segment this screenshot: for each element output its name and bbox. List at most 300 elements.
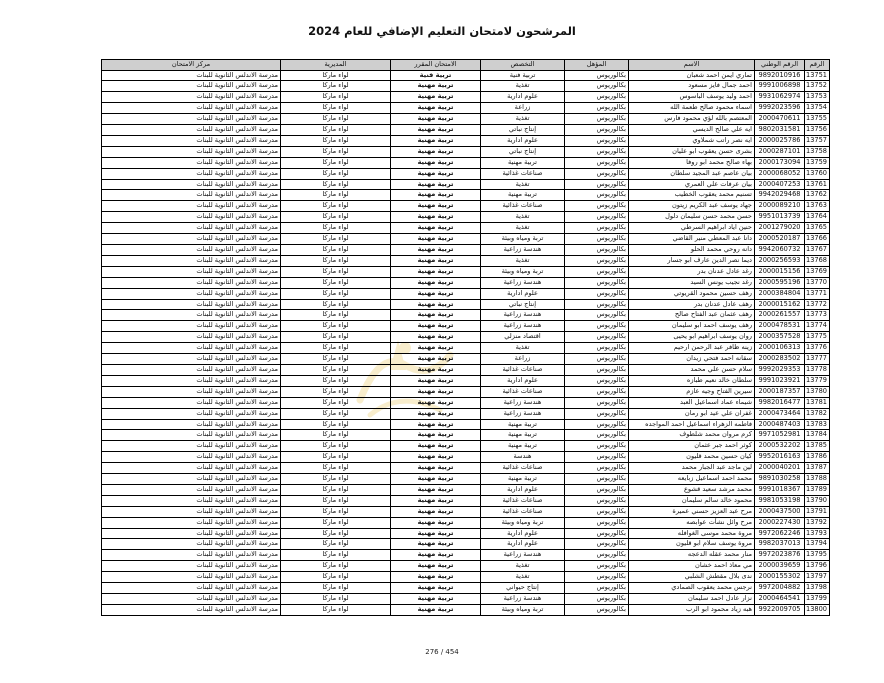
scheduled-exam: تربية مهنية: [391, 550, 481, 561]
specialization: تربة ومياه وبيئة: [481, 234, 565, 245]
qualification: بكالوريوس: [565, 92, 629, 103]
scheduled-exam: تربية مهنية: [391, 604, 481, 615]
directorate: لواء ماركا: [281, 234, 391, 245]
scheduled-exam: تربية مهنية: [391, 168, 481, 179]
qualification: بكالوريوس: [565, 245, 629, 256]
table-row: [102, 343, 830, 354]
national-id: 2000068052: [755, 168, 805, 179]
candidate-name: رغد نجيب يونس السيد: [629, 277, 755, 288]
qualification: بكالوريوس: [565, 255, 629, 266]
exam-center: مدرسة الاندلس الثانوية للبنات: [102, 277, 281, 288]
row-number: 13781: [805, 397, 830, 408]
specialization: علوم ادارية: [481, 375, 565, 386]
directorate: لواء ماركا: [281, 463, 391, 474]
directorate: لواء ماركا: [281, 288, 391, 299]
table-row: [102, 474, 830, 485]
candidate-name: اسماء محمود صالح طعمة الله: [629, 103, 755, 114]
row-number: 13752: [805, 81, 830, 92]
directorate: لواء ماركا: [281, 168, 391, 179]
qualification: بكالوريوس: [565, 190, 629, 201]
specialization: صناعات غذائية: [481, 495, 565, 506]
directorate: لواء ماركا: [281, 441, 391, 452]
specialization: إنتاج نباتي: [481, 146, 565, 157]
scheduled-exam: تربية مهنية: [391, 506, 481, 517]
exam-center: مدرسة الاندلس الثانوية للبنات: [102, 310, 281, 321]
row-number: 13762: [805, 190, 830, 201]
table-row: [102, 146, 830, 157]
header-directorate: المديرية: [281, 60, 391, 71]
exam-center: مدرسة الاندلس الثانوية للبنات: [102, 386, 281, 397]
candidate-name: بشرى حسن يعقوب ابو عليان: [629, 146, 755, 157]
specialization: تغذية: [481, 179, 565, 190]
exam-center: مدرسة الاندلس الثانوية للبنات: [102, 364, 281, 375]
national-id: 9951013739: [755, 212, 805, 223]
table-row: [102, 452, 830, 463]
directorate: لواء ماركا: [281, 277, 391, 288]
candidate-name: مروة يوسف سلام ابو قليون: [629, 539, 755, 550]
scheduled-exam: تربية مهنية: [391, 539, 481, 550]
row-number: 13779: [805, 375, 830, 386]
row-number: 13780: [805, 386, 830, 397]
table-row: [102, 386, 830, 397]
national-id: 9971052981: [755, 430, 805, 441]
exam-center: مدرسة الاندلس الثانوية للبنات: [102, 572, 281, 583]
specialization: زراعة: [481, 354, 565, 365]
scheduled-exam: تربية مهنية: [391, 332, 481, 343]
row-number: 13767: [805, 245, 830, 256]
scheduled-exam: تربية مهنية: [391, 364, 481, 375]
directorate: لواء ماركا: [281, 103, 391, 114]
exam-center: مدرسة الاندلس الثانوية للبنات: [102, 583, 281, 594]
row-number: 13772: [805, 299, 830, 310]
candidate-name: كوثر احمد جبر عثمان: [629, 441, 755, 452]
candidate-name: تسنيم محمد يعقوب الخطيب: [629, 190, 755, 201]
national-id: 9972023876: [755, 550, 805, 561]
scheduled-exam: تربية مهنية: [391, 212, 481, 223]
directorate: لواء ماركا: [281, 604, 391, 615]
specialization: هندسة زراعية: [481, 408, 565, 419]
row-number: 13754: [805, 103, 830, 114]
qualification: بكالوريوس: [565, 277, 629, 288]
row-number: 13766: [805, 234, 830, 245]
candidate-name: فاطمه الزهراء اسماعيل احمد المواجده: [629, 419, 755, 430]
directorate: لواء ماركا: [281, 364, 391, 375]
table-row: [102, 463, 830, 474]
qualification: بكالوريوس: [565, 419, 629, 430]
exam-center: مدرسة الاندلس الثانوية للبنات: [102, 550, 281, 561]
national-id: 9991006898: [755, 81, 805, 92]
candidate-name: احمد جمال فايز مسعود: [629, 81, 755, 92]
national-id: 2000039659: [755, 561, 805, 572]
exam-center: مدرسة الاندلس الثانوية للبنات: [102, 103, 281, 114]
row-number: 13782: [805, 408, 830, 419]
scheduled-exam: تربية مهنية: [391, 201, 481, 212]
qualification: بكالوريوس: [565, 408, 629, 419]
specialization: هندسة زراعية: [481, 550, 565, 561]
exam-center: مدرسة الاندلس الثانوية للبنات: [102, 343, 281, 354]
exam-center: مدرسة الاندلس الثانوية للبنات: [102, 430, 281, 441]
scheduled-exam: تربية مهنية: [391, 408, 481, 419]
header-name: الاسم: [629, 60, 755, 71]
row-number: 13777: [805, 354, 830, 365]
candidate-name: تماري ايمن احمد شعبان: [629, 70, 755, 81]
national-id: 2000015156: [755, 266, 805, 277]
candidate-name: بيان عاصم عبد المجيد سلطان: [629, 168, 755, 179]
row-number: 13757: [805, 135, 830, 146]
candidates-table: [101, 59, 830, 616]
specialization: تغذية: [481, 114, 565, 125]
candidate-name: سيرين الفتاح وجيه عازم: [629, 386, 755, 397]
national-id: 2000487403: [755, 419, 805, 430]
candidate-name: هبه زياد محمود ابو الرب: [629, 604, 755, 615]
specialization: تربية مهنية: [481, 190, 565, 201]
qualification: بكالوريوس: [565, 572, 629, 583]
national-id: 2000283502: [755, 354, 805, 365]
qualification: بكالوريوس: [565, 125, 629, 136]
scheduled-exam: تربية مهنية: [391, 135, 481, 146]
exam-center: مدرسة الاندلس الثانوية للبنات: [102, 408, 281, 419]
candidate-name: جهاد يوسف عبد الكريم زيتون: [629, 201, 755, 212]
qualification: بكالوريوس: [565, 604, 629, 615]
directorate: لواء ماركا: [281, 190, 391, 201]
row-number: 13785: [805, 441, 830, 452]
scheduled-exam: تربية مهنية: [391, 223, 481, 234]
table-row: [102, 550, 830, 561]
qualification: بكالوريوس: [565, 354, 629, 365]
national-id: 2000473464: [755, 408, 805, 419]
row-number: 13793: [805, 528, 830, 539]
scheduled-exam: تربية مهنية: [391, 419, 481, 430]
scheduled-exam: تربية مهنية: [391, 484, 481, 495]
specialization: هندسة زراعية: [481, 277, 565, 288]
specialization: صناعات غذائية: [481, 386, 565, 397]
row-number: 13789: [805, 484, 830, 495]
candidate-name: احمد وليد يوسف الباسوس: [629, 92, 755, 103]
row-number: 13758: [805, 146, 830, 157]
row-number: 13775: [805, 332, 830, 343]
scheduled-exam: تربية مهنية: [391, 310, 481, 321]
directorate: لواء ماركا: [281, 223, 391, 234]
qualification: بكالوريوس: [565, 146, 629, 157]
row-number: 13798: [805, 583, 830, 594]
page-title: المرشحون لامتحان التعليم الإضافي للعام 2024: [308, 24, 576, 38]
row-number: 13791: [805, 506, 830, 517]
specialization: تغذية: [481, 343, 565, 354]
qualification: بكالوريوس: [565, 550, 629, 561]
specialization: زراعة: [481, 103, 565, 114]
row-number: 13787: [805, 463, 830, 474]
exam-center: مدرسة الاندلس الثانوية للبنات: [102, 179, 281, 190]
specialization: صناعات غذائية: [481, 168, 565, 179]
candidate-name: زينه ظافر عبد الرحمن ارحيم: [629, 343, 755, 354]
directorate: لواء ماركا: [281, 321, 391, 332]
candidate-name: سلام حسن علي محمد: [629, 364, 755, 375]
row-number: 13776: [805, 343, 830, 354]
scheduled-exam: تربية مهنية: [391, 343, 481, 354]
candidate-name: دانه روحي محمد الحلو: [629, 245, 755, 256]
exam-center: مدرسة الاندلس الثانوية للبنات: [102, 212, 281, 223]
directorate: لواء ماركا: [281, 375, 391, 386]
exam-center: مدرسة الاندلس الثانوية للبنات: [102, 441, 281, 452]
specialization: تغذية: [481, 255, 565, 266]
candidate-name: بهاء صالح محمد ابو روفا: [629, 157, 755, 168]
scheduled-exam: تربية مهنية: [391, 234, 481, 245]
candidate-name: مي معاذ احمد خشان: [629, 561, 755, 572]
specialization: علوم ادارية: [481, 528, 565, 539]
row-number: 13761: [805, 179, 830, 190]
scheduled-exam: تربية مهنية: [391, 572, 481, 583]
table-row: [102, 266, 830, 277]
specialization: تغذية: [481, 561, 565, 572]
directorate: لواء ماركا: [281, 528, 391, 539]
qualification: بكالوريوس: [565, 157, 629, 168]
qualification: بكالوريوس: [565, 484, 629, 495]
scheduled-exam: تربية فنية: [391, 70, 481, 81]
directorate: لواء ماركا: [281, 157, 391, 168]
national-id: 9802031581: [755, 125, 805, 136]
specialization: تغذية: [481, 212, 565, 223]
candidate-name: محمود خالد سالم سليمان: [629, 495, 755, 506]
exam-center: مدرسة الاندلس الثانوية للبنات: [102, 255, 281, 266]
header-specialization: التخصص: [481, 60, 565, 71]
national-id: 2000470611: [755, 114, 805, 125]
candidate-name: رهف عثمان عبد الفتاح صالح: [629, 310, 755, 321]
table-row: [102, 528, 830, 539]
exam-center: مدرسة الاندلس الثانوية للبنات: [102, 114, 281, 125]
table-row: [102, 310, 830, 321]
table-row: [102, 201, 830, 212]
qualification: بكالوريوس: [565, 561, 629, 572]
national-id: 2000040201: [755, 463, 805, 474]
scheduled-exam: تربية مهنية: [391, 452, 481, 463]
specialization: علوم ادارية: [481, 484, 565, 495]
table-row: [102, 354, 830, 365]
qualification: بكالوريوس: [565, 114, 629, 125]
exam-center: مدرسة الاندلس الثانوية للبنات: [102, 299, 281, 310]
national-id: 2000106313: [755, 343, 805, 354]
national-id: 9892010916: [755, 70, 805, 81]
table-row: [102, 70, 830, 81]
table-row: [102, 92, 830, 103]
table-row: [102, 419, 830, 430]
scheduled-exam: تربية مهنية: [391, 517, 481, 528]
qualification: بكالوريوس: [565, 506, 629, 517]
specialization: إنتاج نباتي: [481, 125, 565, 136]
directorate: لواء ماركا: [281, 114, 391, 125]
row-number: 13783: [805, 419, 830, 430]
specialization: إنتاج نباتي: [481, 299, 565, 310]
directorate: لواء ماركا: [281, 539, 391, 550]
scheduled-exam: تربية مهنية: [391, 288, 481, 299]
candidate-name: لين ماجد عبد الجبار محمد: [629, 463, 755, 474]
scheduled-exam: تربية مهنية: [391, 561, 481, 572]
scheduled-exam: تربية مهنية: [391, 125, 481, 136]
scheduled-exam: تربية مهنية: [391, 354, 481, 365]
row-number: 13799: [805, 594, 830, 605]
specialization: تربية مهنية: [481, 430, 565, 441]
qualification: بكالوريوس: [565, 463, 629, 474]
row-number: 13759: [805, 157, 830, 168]
exam-center: مدرسة الاندلس الثانوية للبنات: [102, 561, 281, 572]
national-id: 9991023921: [755, 375, 805, 386]
national-id: 2000437500: [755, 506, 805, 517]
qualification: بكالوريوس: [565, 583, 629, 594]
scheduled-exam: تربية مهنية: [391, 375, 481, 386]
table-row: [102, 604, 830, 615]
header-qualification: المؤهل: [565, 60, 629, 71]
specialization: تغذية: [481, 81, 565, 92]
qualification: بكالوريوس: [565, 81, 629, 92]
scheduled-exam: تربية مهنية: [391, 386, 481, 397]
directorate: لواء ماركا: [281, 583, 391, 594]
candidate-name: نرجس محمد يعقوب الصمادي: [629, 583, 755, 594]
specialization: صناعات غذائية: [481, 463, 565, 474]
exam-center: مدرسة الاندلس الثانوية للبنات: [102, 419, 281, 430]
national-id: 9942029468: [755, 190, 805, 201]
specialization: تربية مهنية: [481, 441, 565, 452]
specialization: علوم ادارية: [481, 92, 565, 103]
directorate: لواء ماركا: [281, 146, 391, 157]
qualification: بكالوريوس: [565, 310, 629, 321]
header-exam-center: مركز الامتحان: [102, 60, 281, 71]
directorate: لواء ماركا: [281, 561, 391, 572]
header-exam: الامتحان المقرر: [391, 60, 481, 71]
table-row: [102, 484, 830, 495]
candidate-name: كرم مروان محمد شلطوف: [629, 430, 755, 441]
exam-center: مدرسة الاندلس الثانوية للبنات: [102, 201, 281, 212]
header-national-id: الرقم الوطني: [755, 60, 805, 71]
table-row: [102, 223, 830, 234]
row-number: 13786: [805, 452, 830, 463]
exam-center: مدرسة الاندلس الثانوية للبنات: [102, 539, 281, 550]
exam-center: مدرسة الاندلس الثانوية للبنات: [102, 288, 281, 299]
qualification: بكالوريوس: [565, 179, 629, 190]
directorate: لواء ماركا: [281, 594, 391, 605]
qualification: بكالوريوس: [565, 201, 629, 212]
directorate: لواء ماركا: [281, 92, 391, 103]
directorate: لواء ماركا: [281, 452, 391, 463]
directorate: لواء ماركا: [281, 343, 391, 354]
specialization: تربة ومياه وبيئة: [481, 517, 565, 528]
table-row: [102, 190, 830, 201]
national-id: 2000173094: [755, 157, 805, 168]
directorate: لواء ماركا: [281, 299, 391, 310]
national-id: 9942060732: [755, 245, 805, 256]
table-row: [102, 168, 830, 179]
table-row: [102, 441, 830, 452]
qualification: بكالوريوس: [565, 364, 629, 375]
row-number: 13796: [805, 561, 830, 572]
specialization: إنتاج حيواني: [481, 583, 565, 594]
national-id: 2000287101: [755, 146, 805, 157]
exam-center: مدرسة الاندلس الثانوية للبنات: [102, 528, 281, 539]
qualification: بكالوريوس: [565, 321, 629, 332]
candidate-name: محمد احمد اسماعيل زبايعه: [629, 474, 755, 485]
scheduled-exam: تربية مهنية: [391, 528, 481, 539]
qualification: بكالوريوس: [565, 212, 629, 223]
specialization: علوم ادارية: [481, 288, 565, 299]
candidate-name: مرح عبد العزيز حسني عميرة: [629, 506, 755, 517]
exam-center: مدرسة الاندلس الثانوية للبنات: [102, 190, 281, 201]
directorate: لواء ماركا: [281, 125, 391, 136]
exam-center: مدرسة الاندلس الثانوية للبنات: [102, 397, 281, 408]
row-number: 13795: [805, 550, 830, 561]
table-row: [102, 321, 830, 332]
scheduled-exam: تربية مهنية: [391, 92, 481, 103]
table-row: [102, 135, 830, 146]
exam-center: مدرسة الاندلس الثانوية للبنات: [102, 245, 281, 256]
table-row: [102, 517, 830, 528]
exam-center: مدرسة الاندلس الثانوية للبنات: [102, 332, 281, 343]
qualification: بكالوريوس: [565, 70, 629, 81]
specialization: هندسة: [481, 452, 565, 463]
candidate-name: بيان عرفات علي العمري: [629, 179, 755, 190]
specialization: علوم ادارية: [481, 135, 565, 146]
candidate-name: مرح وائل نشأت عوابصه: [629, 517, 755, 528]
table-header-row: [102, 60, 830, 71]
national-id: 2000015162: [755, 299, 805, 310]
directorate: لواء ماركا: [281, 408, 391, 419]
table-row: [102, 364, 830, 375]
exam-center: مدرسة الاندلس الثانوية للبنات: [102, 70, 281, 81]
national-id: 9991018367: [755, 484, 805, 495]
candidate-name: ديما نصر الدين عارف ابو جسار: [629, 255, 755, 266]
exam-center: مدرسة الاندلس الثانوية للبنات: [102, 168, 281, 179]
row-number: 13773: [805, 310, 830, 321]
exam-center: مدرسة الاندلس الثانوية للبنات: [102, 604, 281, 615]
row-number: 13774: [805, 321, 830, 332]
qualification: بكالوريوس: [565, 539, 629, 550]
table-row: [102, 288, 830, 299]
scheduled-exam: تربية مهنية: [391, 157, 481, 168]
directorate: لواء ماركا: [281, 506, 391, 517]
row-number: 13778: [805, 364, 830, 375]
row-number: 13788: [805, 474, 830, 485]
directorate: لواء ماركا: [281, 386, 391, 397]
row-number: 13790: [805, 495, 830, 506]
row-number: 13800: [805, 604, 830, 615]
qualification: بكالوريوس: [565, 135, 629, 146]
candidate-name: ايه نصر راتب شملاوي: [629, 135, 755, 146]
scheduled-exam: تربية مهنية: [391, 583, 481, 594]
directorate: لواء ماركا: [281, 332, 391, 343]
qualification: بكالوريوس: [565, 441, 629, 452]
qualification: بكالوريوس: [565, 266, 629, 277]
row-number: 13751: [805, 70, 830, 81]
national-id: 2000025786: [755, 135, 805, 146]
national-id: 2000407253: [755, 179, 805, 190]
national-id: 9992023596: [755, 103, 805, 114]
national-id: 2000478531: [755, 321, 805, 332]
candidate-name: روان يوسف ابراهيم ابو يحيى: [629, 332, 755, 343]
national-id: 9972062246: [755, 528, 805, 539]
exam-center: مدرسة الاندلس الثانوية للبنات: [102, 81, 281, 92]
qualification: بكالوريوس: [565, 288, 629, 299]
row-number: 13768: [805, 255, 830, 266]
qualification: بكالوريوس: [565, 528, 629, 539]
table-row: [102, 277, 830, 288]
scheduled-exam: تربية مهنية: [391, 277, 481, 288]
specialization: هندسة زراعية: [481, 321, 565, 332]
national-id: 9981053198: [755, 495, 805, 506]
exam-center: مدرسة الاندلس الثانوية للبنات: [102, 474, 281, 485]
exam-center: مدرسة الاندلس الثانوية للبنات: [102, 234, 281, 245]
exam-center: مدرسة الاندلس الثانوية للبنات: [102, 506, 281, 517]
candidate-name: مروة محمد موسى الغوافله: [629, 528, 755, 539]
scheduled-exam: تربية مهنية: [391, 114, 481, 125]
national-id: 2000520187: [755, 234, 805, 245]
directorate: لواء ماركا: [281, 255, 391, 266]
